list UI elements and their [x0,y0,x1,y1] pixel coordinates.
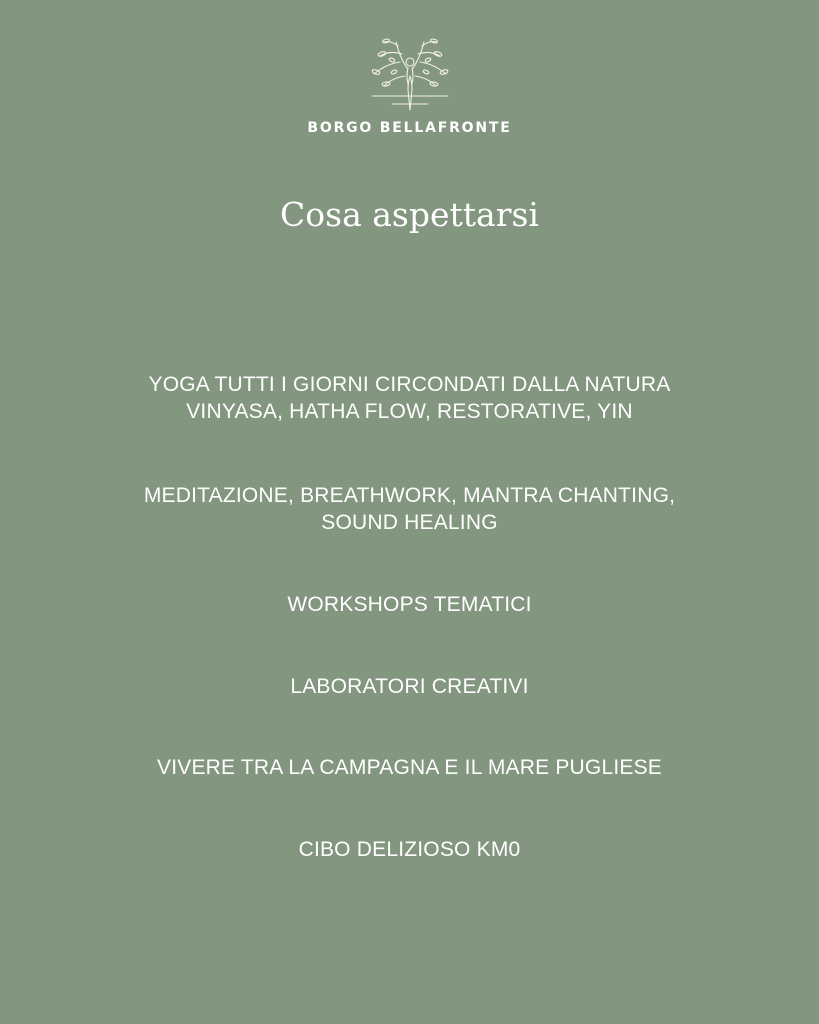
list-item-line: SOUND HEALING [321,511,498,534]
list-item [0,591,819,618]
list-item-line: LABORATORI CREATIVI [290,675,529,698]
tree-figure-logo-icon [362,32,458,116]
list-item-line: VIVERE TRA LA CAMPAGNA E IL MARE PUGLIESE [157,756,662,779]
list-item [0,754,819,781]
list-item [0,371,819,425]
list-item-line: WORKSHOPS TEMATICI [287,593,532,616]
brand-name: BORGO BELLAFRONTE [307,120,512,136]
list-item-line: MEDITAZIONE, BREATHWORK, MANTRA CHANTING, [143,484,676,507]
list-item-line: YOGA TUTTI I GIORNI CIRCONDATI DALLA NATURA [148,373,671,396]
list-item [0,482,819,536]
list-item [0,836,819,863]
page-title: Cosa aspettarsi [280,195,539,234]
list-item [0,673,819,700]
list-item-line: CIBO DELIZIOSO KM0 [298,838,521,861]
list-item-line: VINYASA, HATHA FLOW, RESTORATIVE, YIN [186,400,633,423]
